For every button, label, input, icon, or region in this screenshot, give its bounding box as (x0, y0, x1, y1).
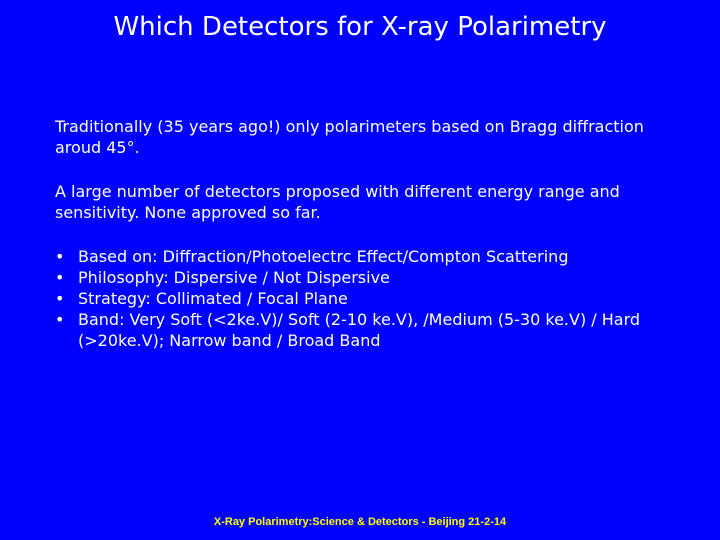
paragraph-history: Traditionally (35 years ago!) only polarimeters based on Bragg diffraction aroud 45°. (55, 117, 644, 157)
bullet-item-strategy (55, 288, 655, 309)
bullet-icon: • (55, 268, 65, 287)
bullet-item-philosophy (55, 267, 655, 288)
bullet-text: Based on: Diffraction/Photoelectrc Effect/Compton Scattering (78, 247, 569, 266)
slide-title: Which Detectors for X-ray Polarimetry (113, 12, 607, 42)
paragraph-proposals: A large number of detectors proposed with different energy range and sensitivity. None approved so far. (55, 182, 620, 222)
bullet-text: Band: Very Soft (<2ke.V)/ Soft (2-10 ke.V), /Medium (5-30 ke.V) / Hard (>20ke.V); Narrow band / Broad Band (78, 310, 641, 350)
bullet-text: Strategy: Collimated / Focal Plane (78, 289, 348, 308)
bullet-list (55, 246, 655, 351)
bullet-text: Philosophy: Dispersive / Not Dispersive (78, 268, 390, 287)
bullet-icon: • (55, 289, 65, 308)
slide-footer: X-Ray Polarimetry:Science & Detectors - Beijing 21-2-14 (213, 516, 507, 528)
bullet-item-based-on (55, 246, 655, 267)
bullet-icon: • (55, 247, 65, 266)
bullet-icon: • (55, 310, 65, 329)
bullet-item-band (55, 309, 655, 351)
